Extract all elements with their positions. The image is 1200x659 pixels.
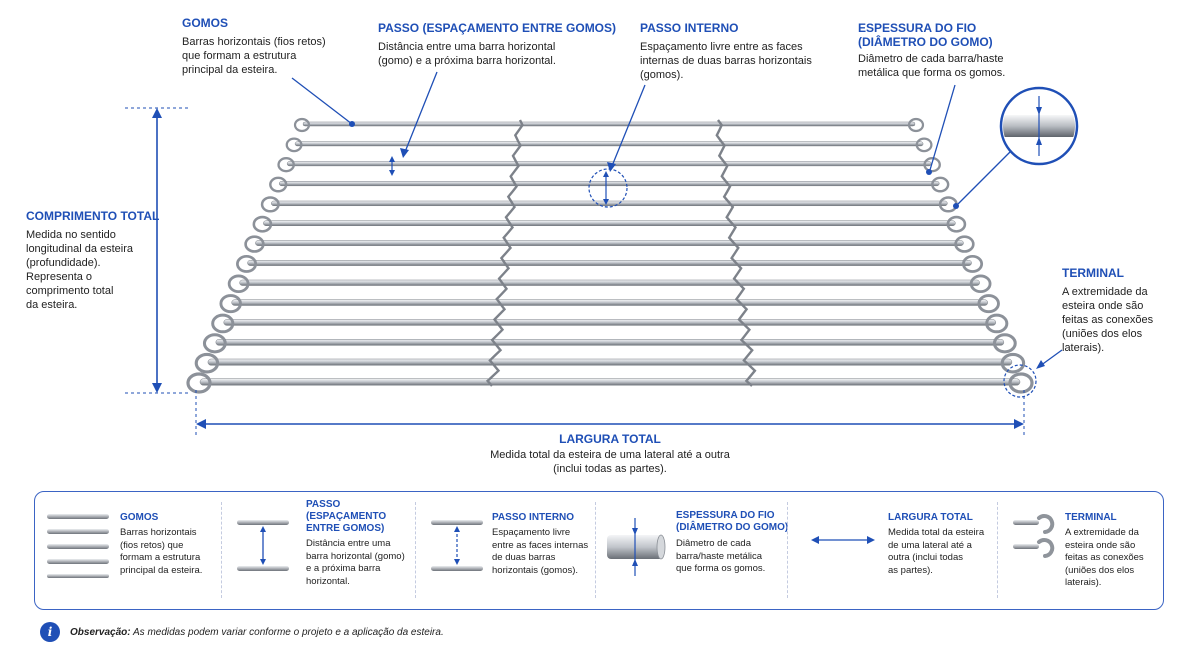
legend-largura-title: LARGURA TOTAL: [888, 512, 973, 523]
legend-passo-desc: Distância entre uma barra horizontal (gomo) e a próxima barra horizontal.: [306, 538, 405, 587]
callout-largura-desc: Medida total da esteira de uma lateral até a outra (inclui todas as partes).: [490, 449, 730, 475]
belt-rod: [208, 359, 1012, 365]
legend-passo-title: PASSO (ESPAÇAMENTO ENTRE GOMOS): [306, 499, 387, 534]
callout-gomos: [182, 16, 326, 77]
magnifier-icon: [1000, 88, 1078, 164]
belt-rod: [224, 320, 996, 326]
legend-terminal-desc: A extremidade da esteira onde são feitas as conexões (uniões dos elos laterais).: [1065, 527, 1144, 588]
legend-item-largura: [888, 512, 984, 577]
spiral-connector: [717, 120, 755, 386]
callout-comprimento-title: COMPRIMENTO TOTAL: [26, 209, 160, 223]
belt-rod: [248, 260, 972, 265]
belt-rod: [279, 181, 939, 186]
callout-terminal-title: TERMINAL: [1062, 266, 1124, 280]
callout-gomos-desc: Barras horizontais (fios retos) que formam a estrutura principal da esteira.: [182, 36, 326, 76]
terminal-icon: [1011, 512, 1059, 558]
legend-espessura-desc: Diâmetro de cada barra/haste metálica que forma os gomos.: [676, 538, 766, 574]
legend-gomos-title: GOMOS: [120, 512, 159, 523]
callout-espessura: [858, 21, 1005, 80]
callout-passo-interno-title: PASSO INTERNO: [640, 21, 739, 35]
belt-rod: [303, 122, 915, 126]
callout-comprimento: [26, 209, 159, 312]
legend-passo-interno-title: PASSO INTERNO: [492, 512, 575, 523]
legend-item-gomos: [120, 512, 202, 577]
legend-gomos-desc: Barras horizontais (fios retos) que formam a estrutura principal da esteira.: [120, 527, 203, 576]
width-arrow-icon: [809, 533, 877, 547]
belt-rod: [200, 379, 1020, 386]
callout-passo-desc: Distância entre uma barra horizontal (gomo) e a próxima barra horizontal.: [378, 41, 556, 67]
legend-divider: [787, 502, 788, 598]
callout-comprimento-desc: Medida no sentido longitudinal da esteira (profundidade). Representa o comprimento total da esteira.: [26, 229, 134, 311]
inner-pitch-icon: [431, 518, 485, 574]
spiral-connector: [488, 120, 523, 386]
legend-largura-desc: Medida total da esteira de uma lateral até a outra (inclui todas as partes).: [888, 527, 985, 576]
belt-rod: [263, 221, 955, 226]
note: [70, 627, 444, 638]
note-text: As medidas podem variar conforme o projeto e a aplicação da esteira.: [130, 627, 444, 638]
belt-rod: [295, 142, 923, 146]
callout-passo: [378, 21, 616, 68]
callout-largura-title: LARGURA TOTAL: [559, 432, 661, 446]
belt-rod: [271, 201, 947, 206]
legend-item-terminal: [1065, 512, 1144, 590]
belt-rod: [216, 339, 1004, 345]
callout-passo-interno: [640, 21, 812, 82]
legend-espessura-title: ESPESSURA DO FIO (DIÂMETRO DO GOMO): [676, 510, 789, 533]
legend-item-passo-interno: [492, 512, 588, 577]
legend-divider: [415, 502, 416, 598]
pitch-icon: [237, 518, 291, 574]
legend-divider: [595, 502, 596, 598]
callout-terminal: [1062, 266, 1153, 355]
callout-espessura-title: ESPESSURA DO FIO (DIÂMETRO DO GOMO): [858, 21, 993, 49]
callout-espessura-desc: Diâmetro de cada barra/haste metálica que forma os gomos.: [858, 53, 1006, 79]
legend-item-espessura: [676, 510, 788, 576]
callout-terminal-desc: A extremidade da esteira onde são feitas as conexões (uniões dos elos laterais).: [1062, 286, 1154, 354]
wire-diameter-icon: [605, 518, 667, 576]
callout-passo-interno-desc: Espaçamento livre entre as faces internas de duas barras horizontais (gomos).: [640, 41, 812, 81]
callout-largura: [440, 432, 780, 476]
legend-passo-interno-desc: Espaçamento livre entre as faces internas de duas barras horizontais (gomos).: [492, 527, 589, 576]
belt-rod: [255, 241, 963, 246]
legend-item-passo: [306, 499, 405, 588]
info-icon: i: [40, 622, 60, 642]
legend-terminal-title: TERMINAL: [1065, 512, 1117, 523]
belt-rod: [232, 300, 988, 306]
legend-divider: [221, 502, 222, 598]
bars-icon: [47, 512, 111, 578]
callout-passo-title: PASSO (ESPAÇAMENTO ENTRE GOMOS): [378, 21, 617, 35]
belt-rods: [200, 122, 1020, 385]
legend-divider: [997, 502, 998, 598]
belt-rod: [240, 280, 980, 286]
width-dimension: [196, 390, 1024, 437]
note-label: Observação:: [70, 627, 131, 638]
belt-spirals: [188, 119, 1032, 392]
legend-panel: [34, 491, 1164, 610]
callout-gomos-title: GOMOS: [182, 16, 229, 30]
